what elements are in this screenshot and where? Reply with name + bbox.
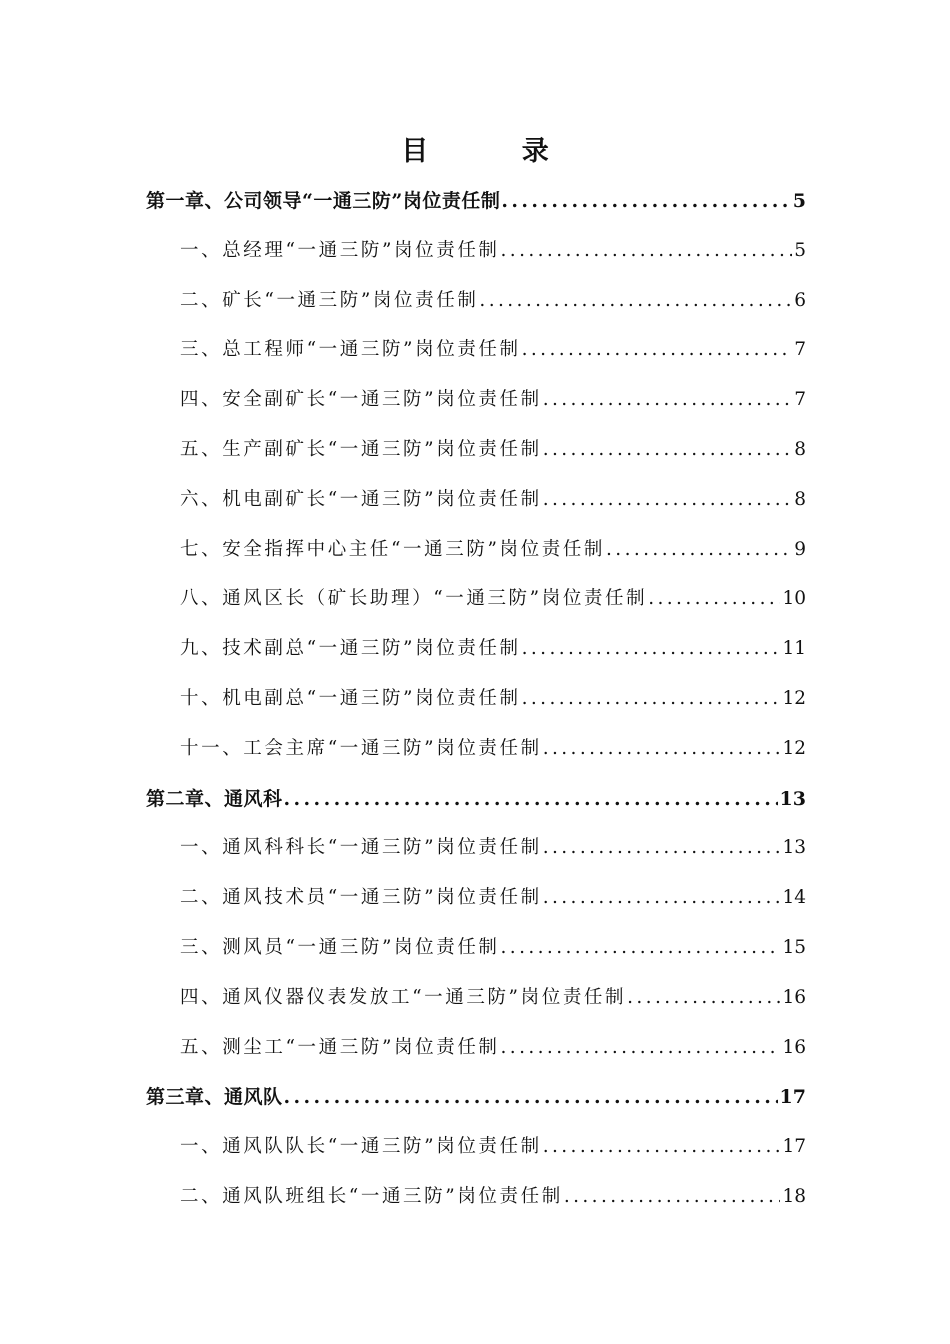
toc-section-entry[interactable] — [146, 230, 806, 280]
toc-entry-label: 第三章、通风队 — [146, 1086, 283, 1109]
toc-dot-leader — [606, 529, 792, 571]
toc-section-entry[interactable] — [146, 1027, 806, 1077]
toc-page-number: 8 — [794, 488, 806, 510]
toc-dot-leader — [522, 329, 793, 371]
toc-page-number: 15 — [782, 936, 806, 958]
toc-page-number: 17 — [779, 1086, 806, 1109]
toc-section-entry[interactable] — [146, 827, 806, 877]
toc-dot-leader — [543, 479, 793, 521]
toc-dot-leader — [479, 280, 792, 322]
toc-section-entry[interactable] — [146, 977, 806, 1027]
toc-entry-label: 第二章、通风科 — [146, 787, 283, 810]
toc-section-entry[interactable] — [146, 429, 806, 479]
toc-page-number: 7 — [794, 389, 806, 411]
toc-section-entry[interactable] — [146, 1126, 806, 1176]
toc-entry-label: 二、通风队班组长“一通三防”岗位责任制 — [180, 1185, 563, 1207]
toc-dot-leader — [648, 578, 780, 620]
toc-page-number: 5 — [794, 239, 806, 261]
toc-section-entry[interactable] — [146, 329, 806, 379]
toc-entry-label: 一、通风科科长“一通三防”岗位责任制 — [180, 837, 542, 859]
toc-entry-label: 六、机电副矿长“一通三防”岗位责任制 — [180, 488, 542, 510]
toc-page-number: 17 — [782, 1136, 806, 1158]
toc-dot-leader — [543, 877, 781, 919]
toc-dot-leader — [564, 1176, 781, 1218]
toc-section-entry[interactable] — [146, 877, 806, 927]
toc-chapter-entry[interactable] — [146, 778, 806, 828]
toc-page-number: 13 — [779, 787, 806, 810]
toc-section-entry[interactable] — [146, 529, 806, 579]
toc-entry-label: 一、通风队队长“一通三防”岗位责任制 — [180, 1136, 542, 1158]
toc-dot-leader — [501, 1027, 781, 1069]
toc-dot-leader — [522, 628, 781, 670]
toc-dot-leader — [543, 429, 793, 471]
toc-section-entry[interactable] — [146, 479, 806, 529]
toc-chapter-entry[interactable] — [146, 180, 806, 230]
toc-entry-label: 二、矿长“一通三防”岗位责任制 — [180, 289, 479, 311]
toc-page-number: 14 — [782, 887, 806, 909]
toc-dot-leader — [522, 678, 781, 720]
toc-dot-leader — [543, 728, 781, 770]
toc-entry-label: 四、通风仪器仪表发放工“一通三防”岗位责任制 — [180, 986, 627, 1008]
toc-list — [146, 180, 806, 1226]
toc-entry-label: 四、安全副矿长“一通三防”岗位责任制 — [180, 389, 542, 411]
toc-dot-leader — [284, 1076, 778, 1118]
toc-dot-leader — [501, 230, 793, 272]
toc-entry-label: 三、测风员“一通三防”岗位责任制 — [180, 936, 500, 958]
toc-page-number: 11 — [782, 638, 806, 660]
toc-section-entry[interactable] — [146, 379, 806, 429]
toc-entry-label: 十、机电副总“一通三防”岗位责任制 — [180, 687, 521, 709]
toc-page-number: 8 — [794, 438, 806, 460]
toc-dot-leader — [501, 180, 790, 222]
toc-dot-leader — [543, 379, 793, 421]
toc-page-number: 16 — [782, 986, 806, 1008]
toc-entry-label: 十一、工会主席“一通三防”岗位责任制 — [180, 737, 542, 759]
toc-entry-label: 二、通风技术员“一通三防”岗位责任制 — [180, 887, 542, 909]
toc-page-number: 13 — [782, 837, 806, 859]
toc-chapter-entry[interactable] — [146, 1076, 806, 1126]
toc-dot-leader — [501, 927, 781, 969]
toc-entry-label: 七、安全指挥中心主任“一通三防”岗位责任制 — [180, 538, 606, 560]
toc-section-entry[interactable] — [146, 728, 806, 778]
toc-entry-label: 九、技术副总“一通三防”岗位责任制 — [180, 638, 521, 660]
toc-entry-label: 八、通风区长（矿长助理）“一通三防”岗位责任制 — [180, 588, 648, 610]
toc-section-entry[interactable] — [146, 1176, 806, 1226]
toc-dot-leader — [543, 827, 781, 869]
toc-section-entry[interactable] — [146, 678, 806, 728]
toc-entry-label: 第一章、公司领导“一通三防”岗位责任制 — [146, 190, 501, 212]
toc-page-number: 10 — [782, 588, 806, 610]
toc-section-entry[interactable] — [146, 628, 806, 678]
toc-dot-leader — [543, 1126, 781, 1168]
toc-page-number: 16 — [782, 1036, 806, 1058]
toc-dot-leader — [627, 977, 780, 1019]
toc-page-number: 12 — [782, 687, 806, 709]
toc-title: 目 录 — [401, 136, 591, 167]
toc-entry-label: 五、测尘工“一通三防”岗位责任制 — [180, 1036, 500, 1058]
toc-entry-label: 三、总工程师“一通三防”岗位责任制 — [180, 339, 521, 361]
toc-section-entry[interactable] — [146, 280, 806, 330]
toc-page-number: 7 — [794, 339, 806, 361]
toc-page-number: 12 — [782, 737, 806, 759]
toc-page-number: 6 — [794, 289, 806, 311]
toc-entry-label: 一、总经理“一通三防”岗位责任制 — [180, 239, 500, 261]
toc-page-number: 18 — [782, 1185, 806, 1207]
toc-entry-label: 五、生产副矿长“一通三防”岗位责任制 — [180, 438, 542, 460]
toc-section-entry[interactable] — [146, 578, 806, 628]
toc-page-number: 5 — [792, 190, 806, 212]
toc-page-number: 9 — [794, 538, 806, 560]
toc-dot-leader — [284, 778, 778, 820]
toc-section-entry[interactable] — [146, 927, 806, 977]
